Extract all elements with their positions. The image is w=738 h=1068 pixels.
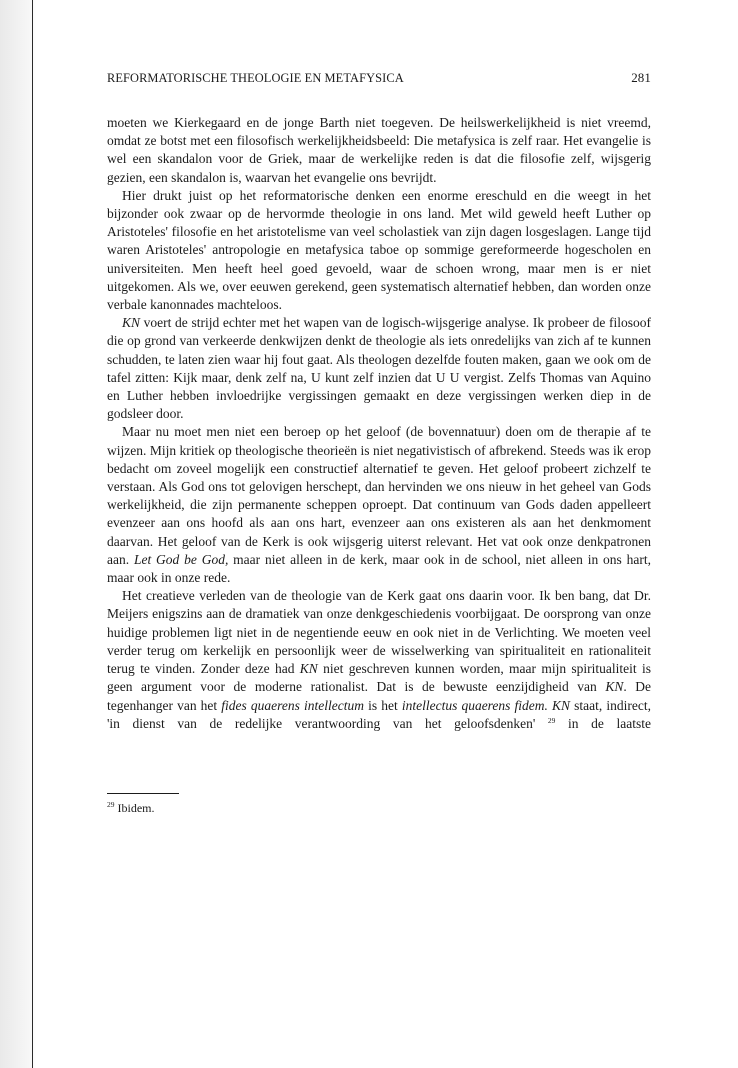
running-title: REFORMATORISCHE THEOLOGIE EN METAFYSICA	[107, 71, 404, 85]
paragraph	[107, 114, 651, 187]
text-run: maar niet alleen in de kerk, maar ook in de school, niet alleen in ons hart, maar ook in onze rede.	[107, 551, 651, 586]
text-run: Maar nu moet men niet een beroep op het geloof (de bovennatuur) doen om de therapie af te wijzen. Mijn kritiek op theologische theorieën is niet negativistisch of afbrekend. Steeds was ik erop bedacht om zoveel mogelijk een constructief alternatief te geven. Het geloof probeert zichzelf te verstaan. Als God ons tot gelovigen herschept, dan hervinden we ons nieuw in het geheel van Gods werkelijkheid, die zijn permanente scheppen oproept. Dat continuum van Gods daden appelleert evenzeer aan ons hoofd als aan ons hart, evenzeer aan ons existeren als aan het denkmoment daarvan. Het geloof van de Kerk is ook wijsgerig uiterst relevant. Het vat ook onze denkpatronen aan.	[107, 424, 651, 567]
paragraph	[107, 423, 651, 587]
paragraph	[107, 587, 651, 733]
footnote-number: 29	[107, 799, 115, 809]
paragraph	[107, 187, 651, 314]
footnote-text: Ibidem.	[114, 800, 155, 815]
scan-gutter-shadow	[0, 0, 36, 1068]
book-page	[107, 70, 651, 816]
italic-text: KN	[122, 315, 141, 331]
italic-text: fides quaerens intellectum	[221, 697, 364, 713]
italic-text: KN	[552, 697, 571, 713]
footnote	[107, 801, 651, 816]
body-text	[107, 114, 651, 733]
italic-text: intellectus quaerens fidem.	[401, 697, 548, 713]
text-run: voert de strijd echter met het wapen van de logisch-wijsgerige analyse. Ik probeer de filosoof die op grond van verkeerde denkwijzen denkt de theologie als iets onredelijks van zich af te kunnen schudden, te laten zien waar hij fout gaat. Als theologen dezelfde fouten maken, gaan we ook om de tafel zitten: Kijk maar, denk zelf na, U kunt zelf inzien dat U U vergist. Zelfs Thomas van Aquino en Luther hebben invloedrijke vergissingen gemaakt en deze vergissingen werken diep in de godsleer door.	[107, 315, 651, 422]
text-run: Hier drukt juist op het reformatorische denken een enorme ereschuld en die weegt in het bijzonder ook zwaar op de hervormde theologie in ons land. Met wild geweld heeft Luther op Aristoteles' filosofie en het aristotelisme van veel scholastiek van zijn dagen losgeslagen. Lange tijd waren Aristoteles' antropologie en metafysica taboe op sommige gereformeerde hogescholen en universiteiten. Men heeft heel goed gevoeld, waar de schoen wrong, maar men is er niet uitgekomen. Als we, over eeuwen gerekend, geen systematisch alternatief hebben, dan worden onze verbale kanonnades machteloos.	[107, 187, 651, 313]
italic-text: KN	[299, 661, 318, 677]
paragraph	[107, 314, 651, 423]
text-run: staat, indirect, 'in dienst van de redelijke verantwoording van het geloofsdenken'	[107, 697, 652, 731]
text-run: Het creatieve verleden van de theologie van de Kerk gaat ons daarin voor. Ik ben bang, dat Dr. Meijers enigszins aan de dramatiek van onze denkgeschiedenis voorbijgaat. De oorsprong van onze huidige problemen ligt niet in de negentiende eeuw en ook niet in de Verlichting. We moeten veel verder terug om kerkelijk en persoonlijk weer de wisselwerking van spiritualiteit en rationaliteit terug te vinden. Zonder deze had	[107, 588, 651, 677]
text-run: is het	[364, 697, 402, 713]
footnote-rule	[107, 793, 179, 794]
footnote-reference: 29	[547, 715, 556, 725]
italic-text: KN	[605, 679, 624, 695]
running-header	[107, 70, 651, 86]
text-run: moeten we Kierkegaard en de jonge Barth niet toegeven. De heilswerkelijkheid is niet vreemd, omdat ze botst met een filosofisch werkelijkheidsbeeld: Die metafysica is zelf raar. Het evangelie is wel een skandalon voor de Griek, maar de werkelijke reden is dat die filosofie zelf, wijsgerig gezien, een skandalon is, waarvan het evangelie ons bevrijdt.	[107, 115, 651, 185]
italic-text: Let God be God,	[133, 551, 229, 567]
page-number: 281	[631, 70, 651, 85]
scan-page-edge	[32, 0, 33, 1068]
text-run: . De tegenhanger van het	[107, 679, 651, 713]
text-run: in de laatste	[555, 715, 651, 731]
text-run: niet geschreven kunnen worden, maar mijn spiritualiteit is geen argument voor de moderne rationalist. Dat is de bewuste eenzijdigheid van	[107, 661, 651, 695]
